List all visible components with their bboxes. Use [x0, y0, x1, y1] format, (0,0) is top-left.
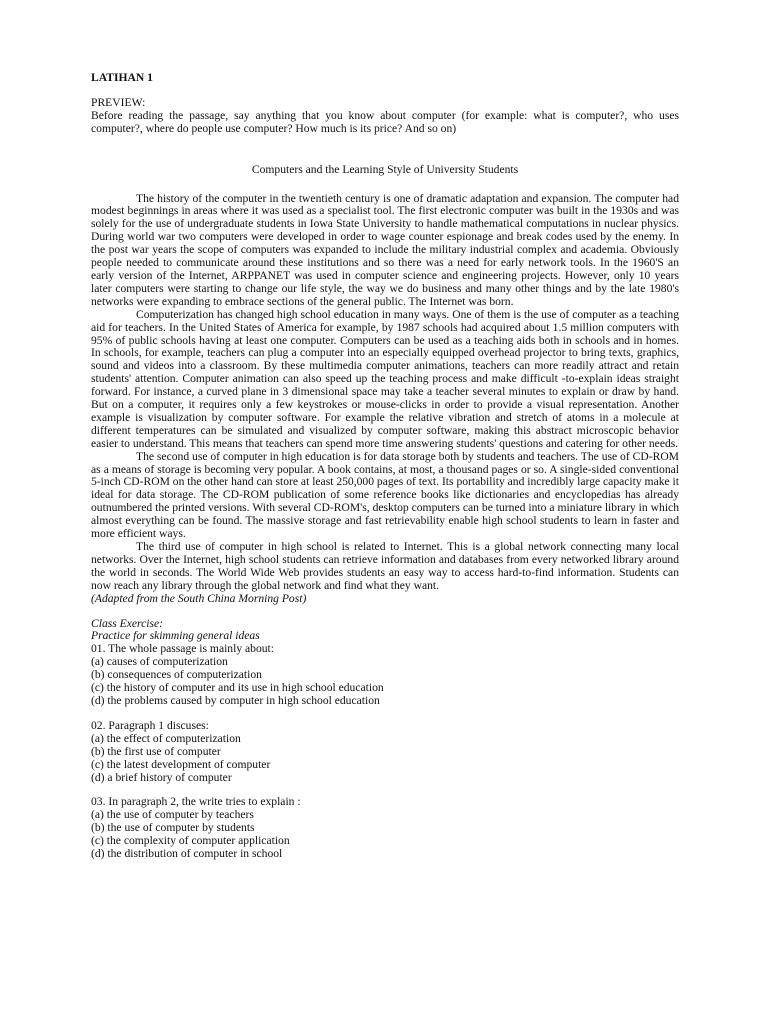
option-c: (c) the complexity of computer application — [91, 834, 290, 848]
option-b: (b) the first use of computer — [91, 744, 221, 758]
option-a: (a) the effect of computerization — [91, 731, 241, 745]
paragraph-4: The third use of computer in high school is related to Internet. This is a global network connecting many local networks. Over the Internet, high school students can retrieve information and databases from every networked library around the world in seconds. The World Wide Web provides students an easy way to access hard-to-find information. Students can now reach any library through the global network and find what they want. — [91, 540, 679, 592]
paragraph-2: Computerization has changed high school education in many ways. One of them is the use of computer as a teaching aid for teachers. In the United States of America for example, by 1987 schools had acquired about 1.5 million computers with 95% of public schools having at least one computer. Computers can be used as a teaching aids both in schools and in homes. In schools, for example, teachers can plug a computer into an especially equipped overhead projector to bring texts, graphics, sound and videos into a classroom. By these multimedia computer animations, teachers can more readily attract and retain students' attention. Computer animation can also speed up the teaching process and make difficult -to-explain ideas straight forward. For instance, a curved plane in 3 dimensional space may take a teacher several minutes to explain or draw by hand. But on a computer, it requires only a few keystrokes or mouse-clicks in order to provide a visual representation. Another example is visualization by computer software. For example the relative vibration and stretch of atoms in a molecule at different temperatures can be simulated and visualized by computer software, making this abstract microscopic behavior easier to understand. This means that teachers can spend more time answering students' questions and catering for other needs. — [91, 307, 679, 450]
option-a: (a) the use of computer by teachers — [91, 808, 254, 822]
option-a: (a) causes of computerization — [91, 655, 228, 669]
option-d: (d) the distribution of computer in school — [91, 847, 283, 861]
option-c: (c) the history of computer and its use in high school education — [91, 681, 384, 695]
question-2 — [91, 720, 679, 785]
exercise-heading: Class Exercise: — [91, 616, 164, 630]
question-text: 02. Paragraph 1 discuses: — [91, 718, 209, 732]
preview-text: Before reading the passage, say anything that you know about computer (for example: what is computer?, who uses computer?, where do people use computer? How much is its price? And so on) — [91, 108, 679, 135]
article-title: Computers and the Learning Style of University Students — [251, 162, 519, 176]
option-c: (c) the latest development of computer — [91, 757, 271, 771]
option-b: (b) the use of computer by students — [91, 821, 255, 835]
option-b: (b) consequences of computerization — [91, 668, 262, 682]
paragraph-1: The history of the computer in the twentieth century is one of dramatic adaptation and expansion. The computer had modest beginnings in areas where it was used as a specialist tool. The first electronic computer was built in the 1930s and was solely for the use of undergraduate students in Iowa State University to handle mathematical computations in nuclear physics. During world war two computers were developed in order to wage counter espionage and break codes used by the enemy. In the post war years the scope of computers was expanded to include the military industrial complex and academia. Obviously people needed to communicate around these institutions and so there was a need for early network tools. In the 1960'S an early version of the Internet, ARPPANET was used in computer science and engineering projects. However, only 10 years later computers were starting to change our life style, the way we do business and many other things and by the late 1980's networks were expanding to embrace sections of the general public. The Internet was born. — [91, 191, 679, 308]
question-3 — [91, 796, 679, 861]
paragraph-3: The second use of computer in high education is for data storage both by students and teachers. The use of CD-ROM as a means of storage is becoming very popular. A book contains, at most, a thousand pages or so. A single-sided conventional 5-inch CD-ROM on the other hand can store at least 250,000 pages of text. Its portability and incredibly large capacity make it ideal for data storage. The CD-ROM publication of some reference books like dictionaries and encyclopedias has already outnumbered the printed versions. With several CD-ROM's, desktop computers can be turned into a miniature library in which almost everything can be found. The massive storage and fast retrievability enable high school students to learn in faster and more efficient ways. — [91, 449, 680, 541]
question-1 — [91, 643, 679, 708]
question-text: 01. The whole passage is mainly about: — [91, 642, 274, 656]
exercise-subheading: Practice for skimming general ideas — [91, 629, 260, 643]
preview-heading: PREVIEW: — [91, 95, 146, 109]
option-d: (d) a brief history of computer — [91, 770, 232, 784]
source-citation: (Adapted from the South China Morning Post) — [91, 591, 307, 605]
question-text: 03. In paragraph 2, the write tries to explain : — [91, 795, 301, 809]
option-d: (d) the problems caused by computer in high school education — [91, 693, 380, 707]
document-title: LATIHAN 1 — [91, 71, 153, 84]
